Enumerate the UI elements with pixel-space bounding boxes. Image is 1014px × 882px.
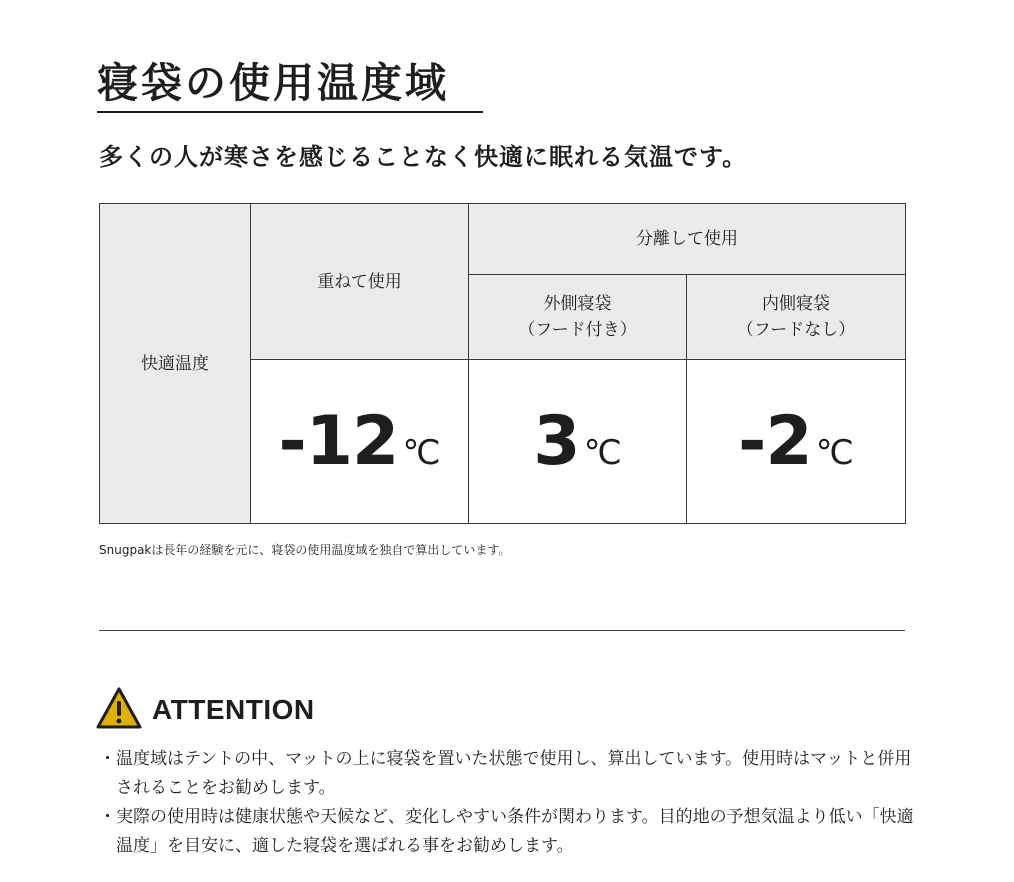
list-item: [99, 745, 914, 803]
value-outer: [469, 360, 687, 524]
attention-title: ATTENTION: [152, 694, 315, 725]
col-header-inner-line2: （フードなし）: [736, 320, 856, 340]
row-header-comfort-temp: 快適温度: [100, 204, 251, 524]
value-inner-number: -2: [738, 401, 812, 481]
warning-triangle-icon: [96, 687, 142, 729]
value-combined-number: -12: [278, 401, 399, 481]
footnote: Snugpakは長年の経験を元に、寝袋の使用温度域を独自で算出しています。: [99, 543, 511, 557]
value-combined: [251, 360, 469, 524]
list-item: [99, 803, 914, 861]
bullet-mark: ・: [99, 807, 116, 827]
attention-item-text: 温度域はテントの中、マットの上に寝袋を置いた状態で使用し、算出しています。使用時はマットと併用されることをお勧めします。: [116, 749, 912, 798]
attention-item-text: 実際の使用時は健康状態や天候など、変化しやすい条件が関わります。目的地の予想気温より低い「快適温度」を目安に、適した寝袋を選ばれる事をお勧めします。: [116, 807, 914, 856]
bullet-mark: ・: [99, 749, 116, 769]
title-underline: [97, 111, 483, 113]
section-divider: [99, 630, 905, 631]
attention-list: [99, 745, 914, 861]
col-header-combined: 重ねて使用: [251, 204, 469, 360]
temperature-table: [99, 203, 906, 524]
value-outer-unit: ℃: [583, 432, 622, 473]
col-header-outer-line1: 外側寝袋: [543, 294, 612, 314]
col-header-inner-line1: 内側寝袋: [762, 294, 830, 314]
col-header-inner-bag: [687, 275, 906, 360]
value-outer-number: 3: [533, 401, 580, 481]
page-title: 寝袋の使用温度域: [97, 59, 449, 107]
value-combined-unit: ℃: [402, 432, 441, 473]
col-header-separate: 分離して使用: [469, 204, 906, 275]
value-inner-unit: ℃: [815, 432, 854, 473]
page-subtitle: 多くの人が寒さを感じることなく快適に眠れる気温です。: [99, 143, 748, 171]
col-header-outer-line2: （フード付き）: [518, 320, 637, 340]
col-header-outer-bag: [469, 275, 687, 360]
value-inner: [687, 360, 906, 524]
